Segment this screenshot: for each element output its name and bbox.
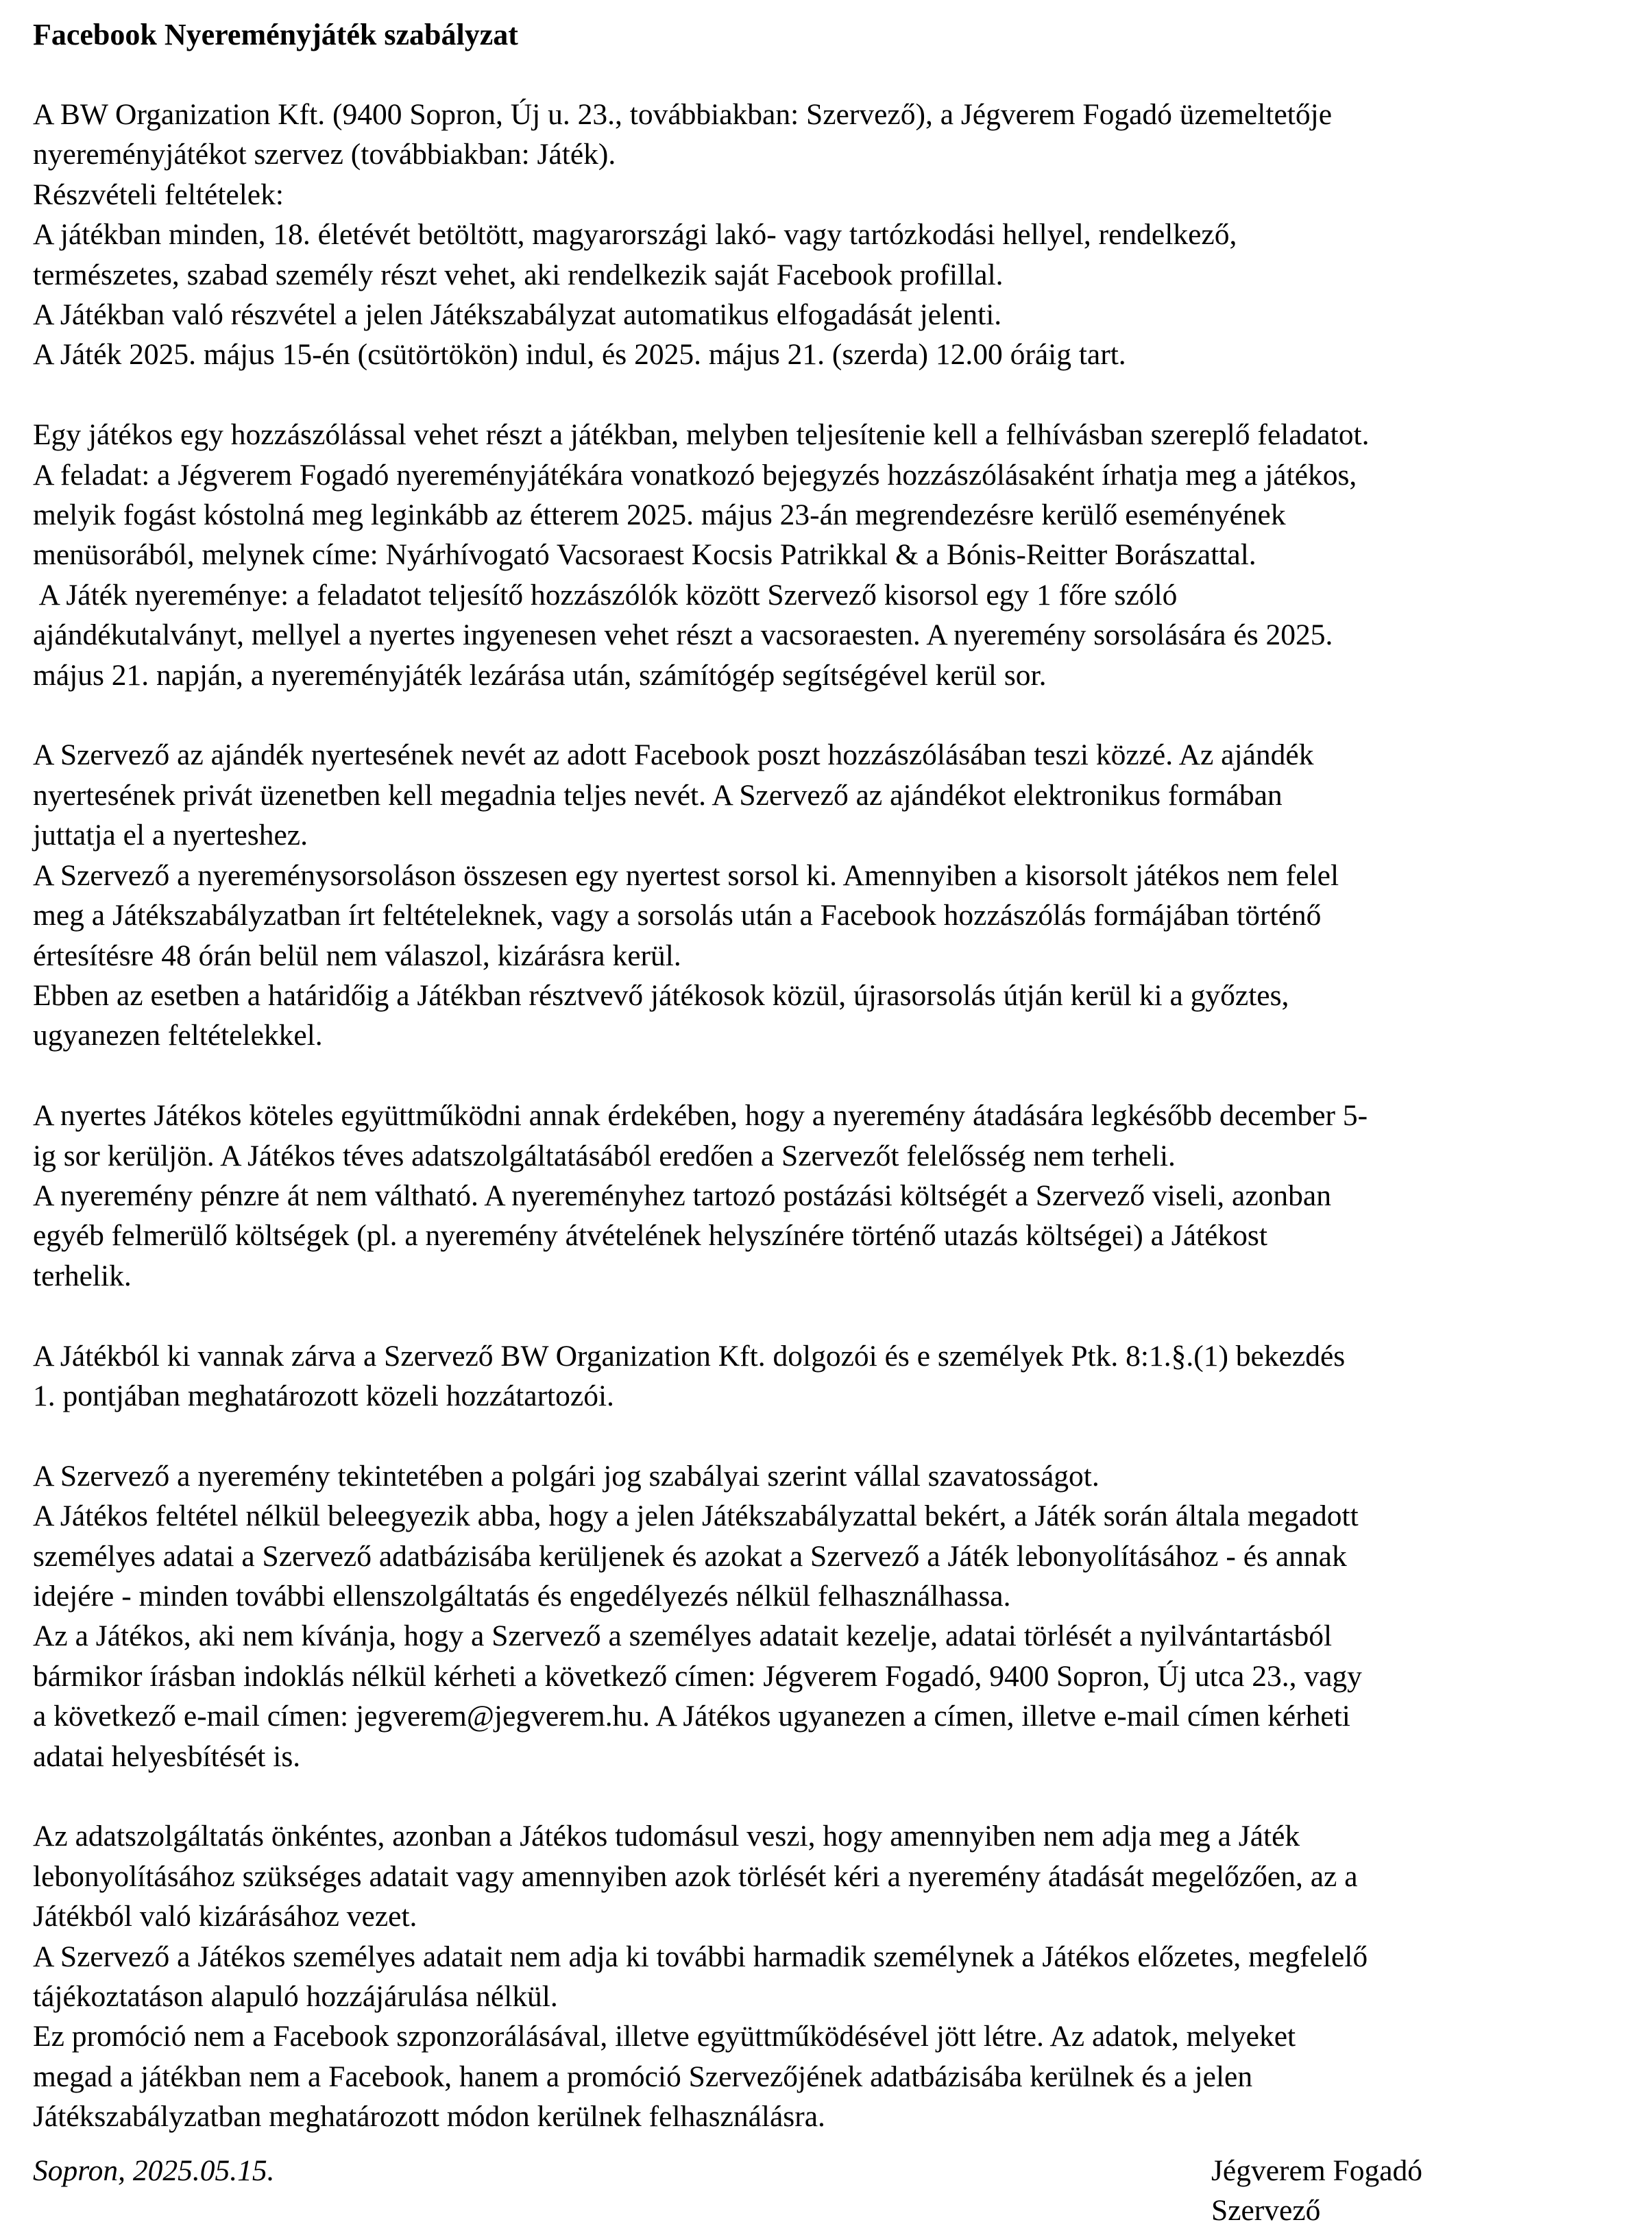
signature-name: Jégverem Fogadó <box>1211 2154 1423 2187</box>
text-line: A Játék 2025. május 15-én (csütörtökön) indul, és 2025. május 21. (szerda) 12.00 óráig tart. <box>33 338 1126 372</box>
paragraph-data-handling <box>33 1456 1623 1776</box>
text-line: bármikor írásban indoklás nélkül kérheti a következő címen: Jégverem Fogadó, 9400 Sopron, Új utca 23., vagy <box>33 1659 1362 1693</box>
text-line: A nyeremény pénzre át nem váltható. A nyereményhez tartozó postázási költségét a Szervező viseli, azonban <box>33 1179 1331 1212</box>
text-line: nyertesének privát üzenetben kell megadnia teljes nevét. A Szervező az ajándékot elektronikus formában <box>33 778 1283 812</box>
text-line: megad a játékban nem a Facebook, hanem a promóció Szervezőjének adatbázisába kerülnek és a jelen <box>33 2060 1253 2093</box>
text-line: Ebben az esetben a határidőig a Játékban résztvevő játékosok közül, újrasorsolás útján kerül ki a győztes, <box>33 978 1289 1012</box>
text-line: ajándékutalványt, mellyel a nyertes ingyenesen vehet részt a vacsoraesten. A nyeremény sorsolására és 2025. <box>33 618 1333 652</box>
text-line: nyereményjátékot szervez (továbbiakban: Játék). <box>33 138 616 171</box>
text-line: juttatja el a nyerteshez. <box>33 819 308 852</box>
paragraph-data-provision <box>33 1816 1623 2136</box>
text-line: melyik fogást kóstolná meg leginkább az étterem 2025. május 23-án megrendezésre kerülő eseményének <box>33 498 1286 532</box>
text-line: A feladat: a Jégverem Fogadó nyereményjátékára vonatkozó bejegyzés hozzászólásaként írhatja meg a játékos, <box>33 458 1357 492</box>
text-line: ugyanezen feltételekkel. <box>33 1019 323 1052</box>
text-line: Játékból való kizárásához vezet. <box>33 1900 417 1933</box>
text-line: május 21. napján, a nyereményjáték lezárása után, számítógép segítségével kerül sor. <box>33 658 1047 692</box>
text-line: A nyertes Játékos köteles együttműködni annak érdekében, hogy a nyeremény átadására legkésőbb december 5- <box>33 1099 1368 1133</box>
text-line: adatai helyesbítését is. <box>33 1739 301 1773</box>
text-line: A Játékból ki vannak zárva a Szervező BW Organization Kft. dolgozói és e személyek Ptk. 8:1.§.(1) bekezdés <box>33 1339 1346 1373</box>
text-line: meg a Játékszabályzatban írt feltételeknek, vagy a sorsolás után a Facebook hozzászólás formájában történő <box>33 899 1322 932</box>
paragraph-organizer-conditions <box>33 95 1623 375</box>
signature-block <box>1211 2151 1422 2231</box>
text-line: A Szervező az ajándék nyertesének nevét az adott Facebook poszt hozzászólásában teszi közzé. Az ajándék <box>33 738 1314 772</box>
text-line: természetes, szabad személy részt vehet, aki rendelkezik saját Facebook profillal. <box>33 258 1004 291</box>
text-line: menüsorából, melynek címe: Nyárhívogató Vacsoraest Kocsis Patrikkal & a Bónis-Reitter Borászattal. <box>33 538 1256 572</box>
text-line: Az adatszolgáltatás önkéntes, azonban a Játékos tudomásul veszi, hogy amennyiben nem adja meg a Játék <box>33 1820 1300 1853</box>
text-line: Játékszabályzatban meghatározott módon kerülnek felhasználásra. <box>33 2100 825 2134</box>
text-line: személyes adatai a Szervező adatbázisába kerüljenek és azokat a Szervező a Játék lebonyolításához - és annak <box>33 1539 1347 1573</box>
text-line: lebonyolításához szükséges adatait vagy amennyiben azok törlését kéri a nyeremény átadását megelőzően, az a <box>33 1859 1358 1893</box>
text-line: A Játékos feltétel nélkül beleegyezik abba, hogy a jelen Játékszabályzattal bekért, a Játék során általa megadott <box>33 1499 1359 1533</box>
text-line: terhelik. <box>33 1259 132 1292</box>
text-line: A Szervező a nyereménysorsoláson összesen egy nyertest sorsol ki. Amennyiben a kisorsolt játékos nem felel <box>33 858 1339 892</box>
paragraph-exclusions <box>33 1336 1623 1416</box>
text-line: A Játék nyereménye: a feladatot teljesítő hozzászólók között Szervező kisorsol egy 1 főre szóló <box>33 578 1178 612</box>
text-line: értesítésre 48 órán belül nem válaszol, kizárásra kerül. <box>33 939 681 972</box>
text-line: A Szervező a nyeremény tekintetében a polgári jog szabályai szerint vállal szavatosságot. <box>33 1459 1100 1493</box>
text-line: Az a Játékos, aki nem kívánja, hogy a Szervező a személyes adatait kezelje, adatai törlését a nyilvántartásból <box>33 1619 1333 1653</box>
signature-role: Szervező <box>1211 2194 1321 2228</box>
text-line: tájékoztatáson alapuló hozzájárulása nélkül. <box>33 1980 558 2013</box>
document-page <box>33 15 1623 2228</box>
text-line: a következő e-mail címen: jegverem@jegverem.hu. A Játékos ugyanezen a címen, illetve e-mail címen kérheti <box>33 1700 1350 1733</box>
text-line: idejére - minden további ellenszolgáltatás és engedélyezés nélkül felhasználhassa. <box>33 1579 1011 1613</box>
text-line: egyéb felmerülő költségek (pl. a nyeremény átvételének helyszínére történő utazás költségei) a Játékost <box>33 1219 1267 1253</box>
text-line: A BW Organization Kft. (9400 Sopron, Új u. 23., továbbiakban: Szervező), a Jégverem Fogadó üzemeltetője <box>33 98 1333 131</box>
paragraph-prize-delivery <box>33 1096 1623 1296</box>
text-line: ig sor kerüljön. A Játékos téves adatszolgáltatásából eredően a Szervezőt felelősség nem terheli. <box>33 1139 1176 1172</box>
paragraph-task-prize <box>33 415 1623 695</box>
text-line: A Játékban való részvétel a jelen Játékszabályzat automatikus elfogadását jelenti. <box>33 298 1002 332</box>
text-line: A játékban minden, 18. életévét betöltött, magyarországi lakó- vagy tartózkodási hellyel, rendelkező, <box>33 218 1237 252</box>
place-date: Sopron, 2025.05.15. <box>33 2154 275 2187</box>
text-line: Részvételi feltételek: <box>33 178 284 211</box>
text-line: 1. pontjában meghatározott közeli hozzátartozói. <box>33 1379 614 1412</box>
text-line: Ez promóció nem a Facebook szponzorálásával, illetve együttműködésével jött létre. Az adatok, melyeket <box>33 2020 1296 2053</box>
paragraph-winner-announcement <box>33 735 1623 1055</box>
text-line: Egy játékos egy hozzászólással vehet részt a játékban, melyben teljesítenie kell a felhívásban szereplő feladatot. <box>33 418 1370 452</box>
text-line: A Szervező a Játékos személyes adatait nem adja ki további harmadik személynek a Játékos előzetes, megfelelő <box>33 1940 1368 1973</box>
document-title: Facebook Nyereményjáték szabályzat <box>33 18 518 51</box>
